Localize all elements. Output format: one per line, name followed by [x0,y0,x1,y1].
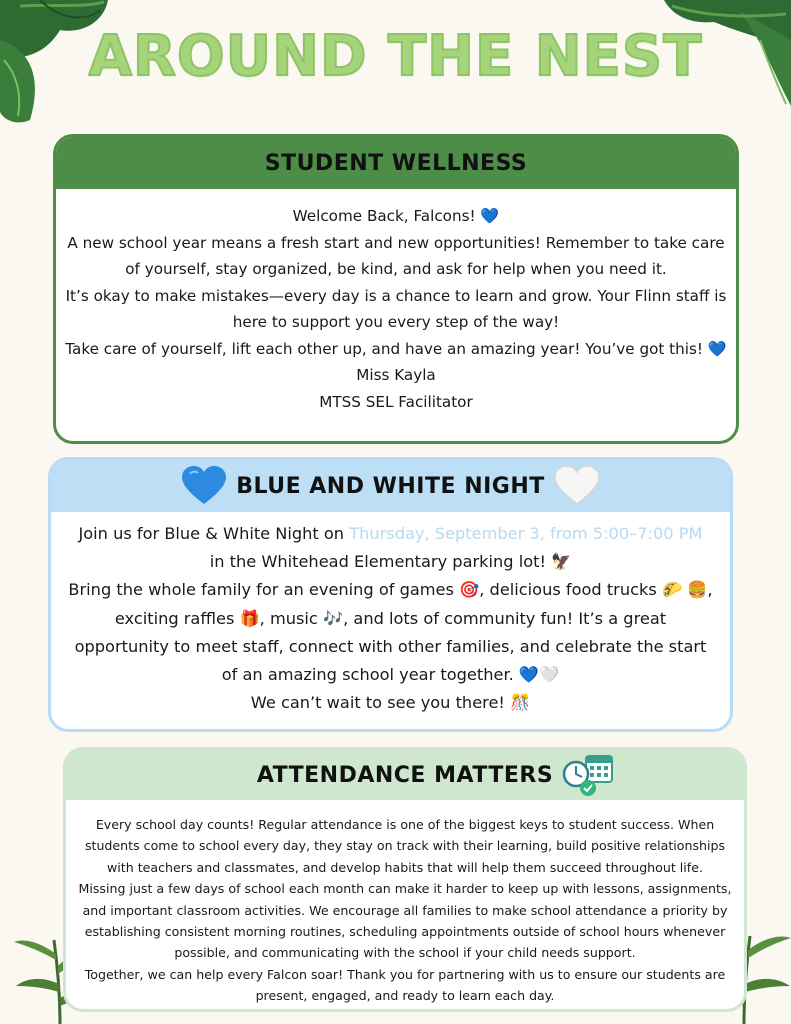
attendance-header [66,750,744,800]
clock-calendar-icon [562,752,618,798]
wellness-signature-name: Miss Kayla [356,366,436,384]
blue-white-night-header [51,460,730,512]
attendance-card [63,747,747,1012]
student-wellness-body [56,189,736,415]
attendance-body [66,800,744,1007]
attendance-para-every-day: Every school day counts! Regular attendance is one of the biggest keys to student success. When students come to school every day, they stay on track with their learning, build positive relationships with teachers and classmates, and develop habits that will help them succeed throughout life. [84,817,726,875]
wellness-line-mistakes: It’s okay to make mistakes—every day is a chance to learn and grow. Your Flinn staff is here to support you every step of the way! [65,286,727,331]
wellness-line-greeting: Welcome Back, Falcons! 💙 [292,207,500,225]
bw-invite-line [55,520,726,548]
blue-white-night-card [48,457,733,732]
student-wellness-card [53,134,739,444]
bw-intro: Join us for Blue & White Night on [78,524,350,543]
bw-details: Bring the whole family for an evening of games 🎯, delicious food trucks 🌮 🍔, exciting raffles 🎁, music 🎶, and lots of community fun! It’s a great opportunity to meet staff, connect with other families, and celebrate the start of an amazing school year together. 💙🤍 [68,580,713,685]
bw-date-time: Thursday, September 3, from 5:00–7:00 PM [349,524,703,543]
bw-location: in the Whitehead Elementary parking lot! 🦅 [209,552,572,572]
student-wellness-heading: STUDENT WELLNESS [56,137,736,189]
attendance-heading: ATTENDANCE MATTERS [256,762,554,788]
blue-white-night-heading: BLUE AND WHITE NIGHT [236,473,545,499]
bw-closing: We can’t wait to see you there! 🎊 [250,693,531,713]
page-title: AROUND THE NEST [88,24,703,89]
wellness-line-take-care: Take care of yourself, lift each other up, and have an amazing year! You’ve got this! 💙 [65,339,727,358]
blue-heart-icon [182,466,226,506]
wellness-line-fresh-start: A new school year means a fresh start and new opportunities! Remember to take care of yourself, stay organized, be kind, and ask for help when you need it. [67,233,725,278]
wellness-signature-title: MTSS SEL Facilitator [319,392,473,411]
white-heart-icon [555,466,599,506]
attendance-para-missing: Missing just a few days of school each month can make it harder to keep up with lessons, assignments, and important classroom activities. We encourage all families to make school attendance a priority by establishing consistent morning routines, scheduling appointments outside of school hours whenever possible, and communicating with the school if your child needs support. [78,881,732,961]
attendance-para-together: Together, we can help every Falcon soar! Thank you for partnering with us to ensure our students are present, engaged, and ready to learn each day. [84,966,726,1004]
blue-white-night-body [51,512,730,717]
